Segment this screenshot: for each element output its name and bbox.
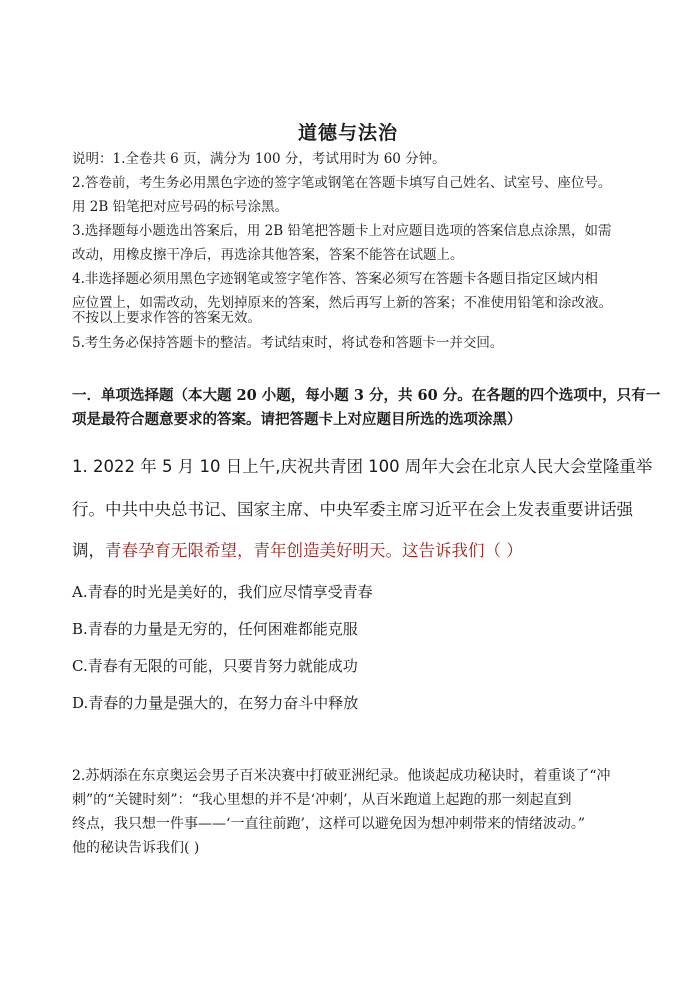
question-1-option-c: C.青春有无限的可能，只要肯努力就能成功 [72,657,358,675]
question-2-stem: 他的秘诀告诉我们( ) [72,840,200,856]
instruction-line: 5.考生务必保持答题卡的整洁。考试结束时，将试卷和答题卡一并交回。 [72,335,504,351]
instruction-line: 用 2B 铅笔把对应号码的标号涂黑。 [72,199,289,215]
question-2-stem: 2.苏炳添在东京奥运会男子百米决赛中打破亚洲纪录。他谈起成功秘诀时，着重谈了“冲 [72,768,611,784]
question-1-option-d: D.青春的力量是强大的，在努力奋斗中释放 [72,694,359,712]
page-title: 道德与法治 [297,122,398,144]
question-1-stem: 1. 2022 年 5 月 10 日上午,庆祝共青团 100 周年大会在北京人民大会堂隆重举 [72,457,653,476]
question-1-prompt: 这告诉我们（ ） [402,541,523,560]
instruction-line: 改动，用橡皮擦干净后，再选涂其他答案，答案不能答在试题上。 [72,247,464,263]
section-heading: 项是最符合题意要求的答案。请把答题卡上对应题目所选的选项涂黑） [72,411,522,428]
instruction-line: 应位置上，如需改动，先划掉原来的答案，然后再写上新的答案；不准使用铅笔和涂改液。 [72,295,612,311]
question-1-option-a: A.青春的时光是美好的，我们应尽情享受青春 [72,583,373,601]
instruction-line: 不按以上要求作答的答案无效。 [72,310,261,326]
question-1-stem: 行。中共中央总书记、国家主席、中央军委主席习近平在会上发表重要讲话强 [72,500,633,519]
instruction-line: 2.答卷前，考生务必用黑色字迹的签字笔或钢笔在答题卡填写自己姓名、试室号、座位号。 [72,175,612,191]
section-heading: 一．单项选择题（本大题 20 小题，每小题 3 分，共 60 分。在各题的四个选项中，只有一 [72,387,661,404]
question-1-option-b: B.青春的力量是无穷的，任何困难都能克服 [72,620,358,638]
instruction-line: 说明：1.全卷共 6 页，满分为 100 分，考试用时为 60 分钟。 [72,151,446,167]
instruction-line: 3.选择题每小题选出答案后，用 2B 铅笔把答题卡上对应题目选项的答案信息点涂黑，如需 [72,223,612,239]
question-1-highlight: 青春孕育无限希望，青年创造美好明天。 [105,541,402,560]
question-2-stem: 终点，我只想一件事——‘一直往前跑’，这样可以避免因为想冲刺带来的情绪波动。” [72,816,586,832]
question-1-text: 调， [72,541,105,560]
instruction-line: 4.非选择题必须用黑色字迹钢笔或签字笔作答、答案必须写在答题卡各题目指定区域内相 [72,271,598,287]
question-2-stem: 刺”的“关键时刻”：“我心里想的并不是‘冲刺’，从百米跑道上起跑的那一刻起直到 [72,792,572,808]
question-1-stem [72,537,523,561]
